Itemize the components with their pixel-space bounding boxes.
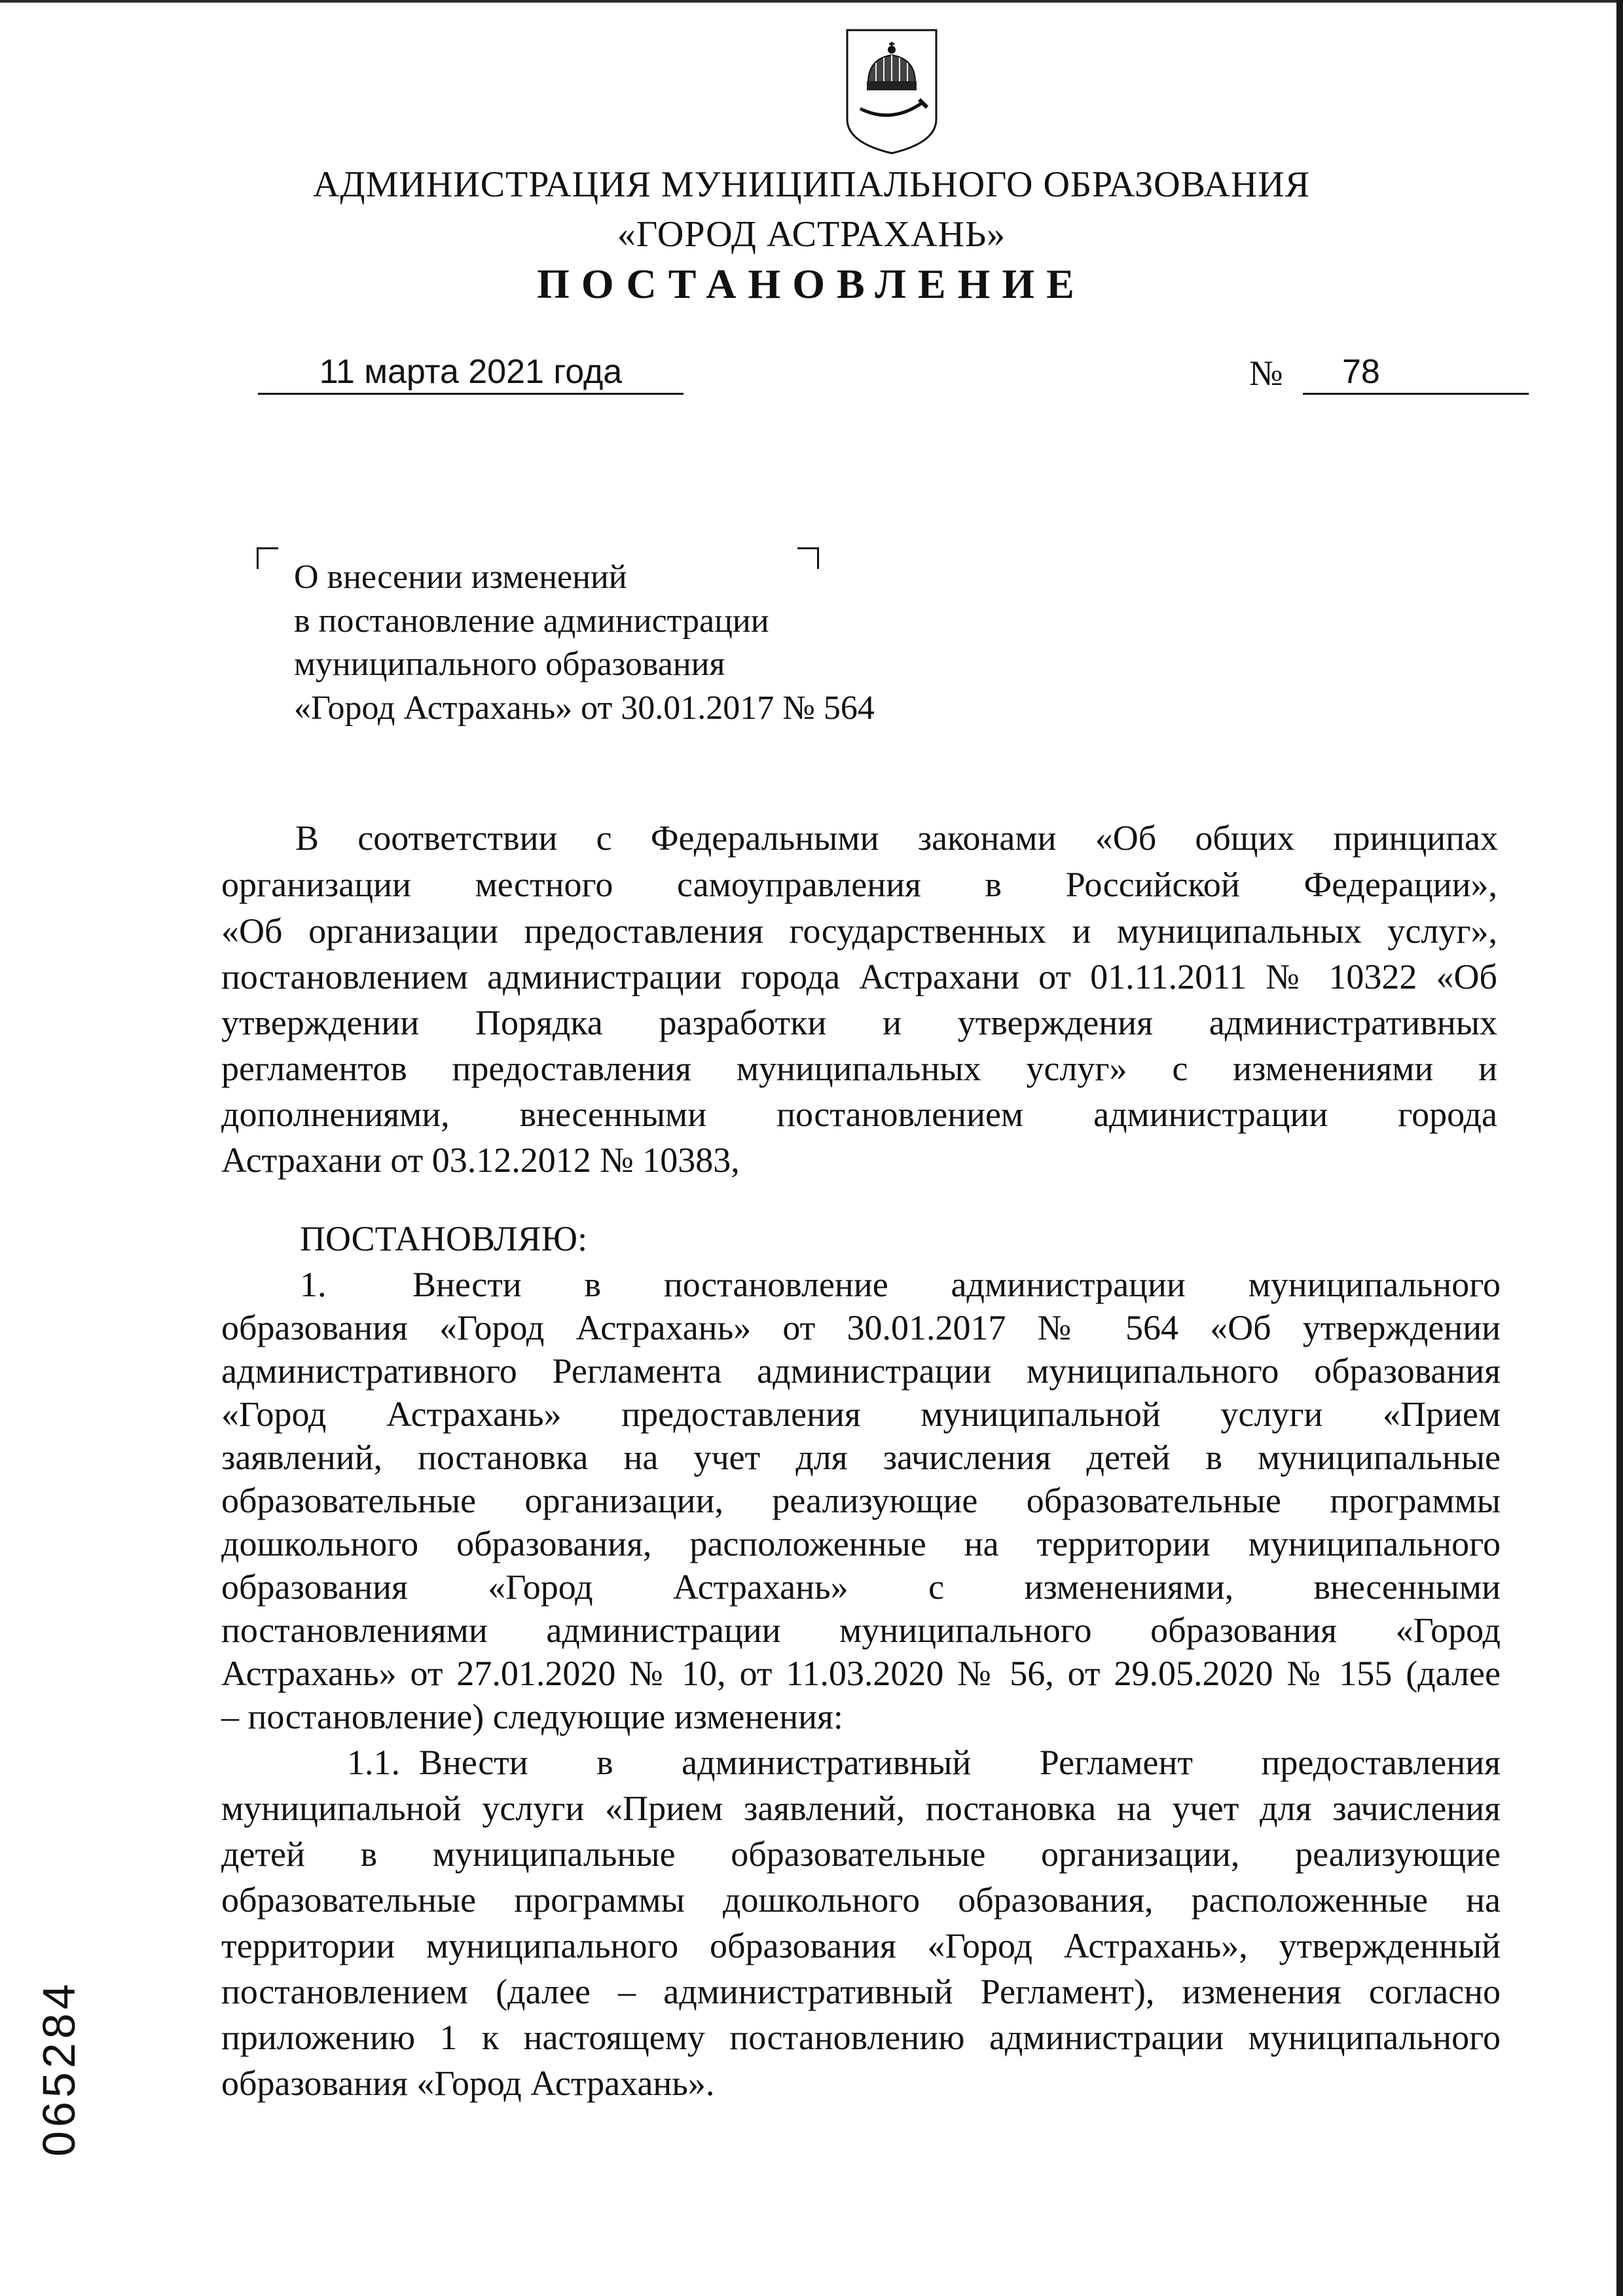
item-first-line: Внести в постановление администрации муниципального	[412, 1265, 1501, 1304]
preamble-line: Астрахани от 03.12.2012 № 10383,	[221, 1140, 740, 1180]
item-line: Астрахань» от 27.01.2020 № 10, от 11.03.2020 № 56, от 29.05.2020 № 155 (далее	[221, 1654, 1501, 1693]
document-type: ПОСТАНОВЛЕНИЕ	[537, 261, 1086, 307]
subject-line: «Город Астрахань» от 30.01.2017 № 564	[294, 689, 875, 727]
document-date: 11 марта 2021 года	[258, 351, 684, 395]
item-line: «Город Астрахань» предоставления муниципальной услуги «Прием	[221, 1394, 1501, 1434]
item-line: административного Регламента администрации муниципального образования	[221, 1351, 1501, 1391]
item-line: – постановление) следующие изменения:	[221, 1697, 843, 1736]
item-line: образовательные организации, реализующие образовательные программы	[221, 1481, 1501, 1520]
document-number-field	[1303, 351, 1529, 395]
preamble-line: регламентов предоставления муниципальных услуг» с изменениями и	[221, 1049, 1497, 1088]
subject-corner-left	[257, 547, 278, 569]
item-line: постановлением (далее – административный Регламент), изменения согласно	[221, 1972, 1501, 2011]
organization-name: АДМИНИСТРАЦИЯ МУНИЦИПАЛЬНОГО ОБРАЗОВАНИЯ	[312, 164, 1311, 205]
subject-line: в постановление администрации	[294, 602, 769, 640]
subject-line: муниципального образования	[294, 646, 725, 683]
item-first-line: Внести в административный Регламент предоставления	[419, 1743, 1501, 1782]
item-line: муниципальной услуги «Прием заявлений, постановка на учет для зачисления	[221, 1789, 1501, 1828]
item-line: детей в муниципальные образовательные организации, реализующие	[221, 1834, 1501, 1874]
item-line: заявлений, постановка на учет для зачисления детей в муниципальные	[221, 1438, 1501, 1477]
item-line: постановлениями администрации муниципального образования «Город	[221, 1611, 1501, 1650]
preamble-line: утверждении Порядка разработки и утверждения административных	[221, 1003, 1497, 1042]
preamble-line: В соответствии с Федеральными законами «Об общих принципах	[295, 818, 1498, 858]
preamble-line: дополнениями, внесенными постановлением администрации города	[221, 1095, 1497, 1134]
serial-number-stamp: 065284	[33, 1980, 84, 2157]
scan-edge-right	[1616, 0, 1623, 2296]
preamble-line: постановлением администрации города Астрахани от 01.11.2011 № 10322 «Об	[221, 957, 1497, 996]
subject-line: О внесении изменений	[294, 558, 627, 596]
item-line: территории муниципального образования «Город Астрахань», утвержденный	[221, 1926, 1501, 1965]
organization-city: «ГОРОД АСТРАХАНЬ»	[617, 214, 1006, 255]
decree-heading: ПОСТАНОВЛЯЮ:	[300, 1219, 588, 1258]
item-line: дошкольного образования, расположенные на территории муниципального	[221, 1524, 1501, 1563]
scan-edge-top	[0, 0, 1623, 3]
subject-corner-right	[797, 547, 819, 569]
number-sign: №	[1249, 354, 1283, 393]
item-number: 1.1.	[347, 1743, 400, 1782]
document-number: 78	[1342, 353, 1380, 391]
preamble-line: организации местного самоуправления в Российской Федерации»,	[221, 865, 1497, 904]
astrakhan-coat-of-arms-icon	[842, 26, 941, 157]
item-line: приложению 1 к настоящему постановлению администрации муниципального	[221, 2018, 1501, 2057]
item-number: 1.	[300, 1265, 327, 1304]
item-line: образования «Город Астрахань».	[221, 2064, 715, 2103]
item-line: образования «Город Астрахань» от 30.01.2017 № 564 «Об утверждении	[221, 1308, 1501, 1347]
item-line: образовательные программы дошкольного образования, расположенные на	[221, 1880, 1501, 1920]
preamble-line: «Об организации предоставления государственных и муниципальных услуг»,	[221, 911, 1497, 951]
item-line: образования «Город Астрахань» с изменениями, внесенными	[221, 1567, 1501, 1607]
